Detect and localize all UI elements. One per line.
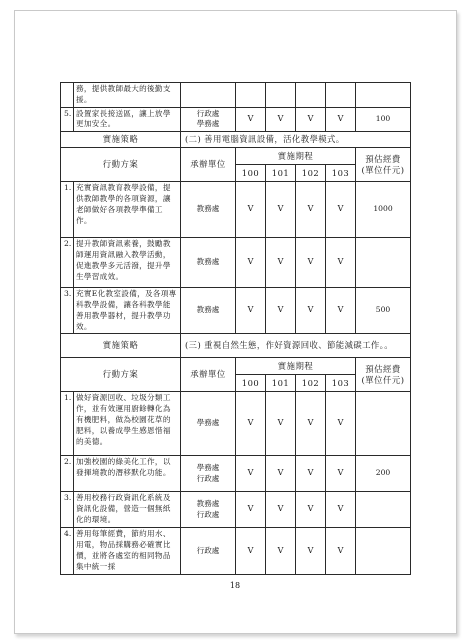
item-number: 3.: [61, 492, 74, 528]
action-text: 加強校園的綠美化工作，以發揮境教的潛移默化功能。: [74, 456, 181, 492]
check-mark-100: V: [236, 528, 266, 574]
item-number: 4.: [61, 528, 74, 574]
year-header: 101: [266, 375, 296, 392]
check-mark-102: [296, 83, 326, 108]
item-number: 5.: [61, 107, 74, 132]
check-mark-101: V: [266, 288, 296, 334]
item-number: 1.: [61, 182, 74, 238]
budget-value: [356, 238, 411, 288]
action-plan-header: 行動方案: [61, 358, 181, 392]
budget-value: [356, 83, 411, 108]
check-mark-100: [236, 83, 266, 108]
budget-value: 200: [356, 456, 411, 492]
action-text: 充實E化教室設備，及各項專科教學設備，讓各科教學能善用教學器材，提升教學功效。: [74, 288, 181, 334]
check-mark-102: V: [296, 528, 326, 574]
check-mark-103: V: [326, 456, 356, 492]
period-header: 實施期程: [236, 148, 356, 165]
action-text: 設置家長接送區，讓上放學更加安全。: [74, 107, 181, 132]
action-text: 充實資訊教育教學設備，提供教師教學的各項資源，讓老師做好各項教學準備工作。: [74, 182, 181, 238]
strategy-label: 實施策略: [61, 132, 181, 148]
check-mark-100: V: [236, 182, 266, 238]
check-mark-103: V: [326, 392, 356, 456]
year-header: 101: [266, 165, 296, 182]
unit-line: 行政處: [196, 509, 220, 519]
budget-value: [356, 492, 411, 528]
unit-header: 承辦單位: [181, 358, 236, 392]
check-mark-101: V: [266, 456, 296, 492]
item-number: [61, 83, 74, 108]
action-text: 做好資源回收、垃圾分類工作，並有效運用廚餘轉化為有機肥料，做為校園花草的肥料，以養成學生感恩惜福的美德。: [74, 392, 181, 456]
action-text: 務，提供教師最大的後勤支援。: [74, 83, 181, 108]
budget-header-line1: 預估經費: [365, 364, 401, 375]
year-header: 100: [236, 165, 266, 182]
check-mark-102: V: [296, 456, 326, 492]
check-mark-100: V: [236, 107, 266, 132]
responsible-unit: [181, 238, 236, 288]
responsible-unit: [181, 107, 236, 132]
check-mark-102: V: [296, 392, 326, 456]
year-header: 102: [296, 375, 326, 392]
unit-line: 行政處: [196, 473, 220, 483]
budget-value: 500: [356, 288, 411, 334]
check-mark-102: V: [296, 288, 326, 334]
budget-header-line1: 預估經費: [365, 153, 401, 164]
unit-line: 學務處: [196, 463, 220, 473]
check-mark-103: V: [326, 288, 356, 334]
table-row: [61, 392, 411, 456]
budget-value: [356, 528, 411, 574]
table-row: [61, 107, 411, 132]
check-mark-103: V: [326, 528, 356, 574]
table-row: [61, 238, 411, 288]
period-header: 實施期程: [236, 358, 356, 375]
check-mark-100: V: [236, 392, 266, 456]
item-number: 2.: [61, 456, 74, 492]
responsible-unit: [181, 492, 236, 528]
table-row: [61, 288, 411, 334]
plan-table: [60, 82, 411, 575]
check-mark-101: V: [266, 107, 296, 132]
unit-line: 教務處: [196, 204, 220, 214]
page-number: 18: [229, 581, 241, 590]
budget-header: [356, 148, 411, 182]
check-mark-103: V: [326, 182, 356, 238]
budget-value: 100: [356, 107, 411, 132]
strategy-row: [61, 334, 411, 358]
check-mark-102: V: [296, 107, 326, 132]
budget-header: [356, 358, 411, 392]
unit-line: 行政處: [196, 108, 220, 118]
check-mark-101: V: [266, 392, 296, 456]
budget-value: 1000: [356, 182, 411, 238]
s0-header-row: [61, 148, 411, 165]
strategy-label: 實施策略: [61, 334, 181, 358]
check-mark-103: [326, 83, 356, 108]
budget-header-line2: (單位仟元): [361, 164, 405, 175]
check-mark-102: V: [296, 492, 326, 528]
year-header: 103: [326, 165, 356, 182]
unit-header: 承辦單位: [181, 148, 236, 182]
unit-line: 教務處: [196, 257, 220, 267]
strategy-row: [61, 132, 411, 148]
item-number: 2.: [61, 238, 74, 288]
strategy-title: (三) 重視自然生態，作好資源回收、節能減碳工作。。: [181, 334, 411, 358]
item-number: 1.: [61, 392, 74, 456]
responsible-unit: [181, 392, 236, 456]
unit-line: 學務處: [196, 418, 220, 428]
year-header: 102: [296, 165, 326, 182]
table-row: [61, 456, 411, 492]
item-number: 3.: [61, 288, 74, 334]
year-header: 100: [236, 375, 266, 392]
strategy-title: (二) 善用電腦資訊設備，活化教學模式。: [181, 132, 411, 148]
check-mark-101: V: [266, 238, 296, 288]
check-mark-101: V: [266, 492, 296, 528]
check-mark-101: V: [266, 528, 296, 574]
responsible-unit: [181, 83, 236, 108]
unit-line: 學務處: [196, 119, 220, 129]
check-mark-101: [266, 83, 296, 108]
unit-line: 教務處: [196, 499, 220, 509]
check-mark-103: V: [326, 238, 356, 288]
check-mark-100: V: [236, 456, 266, 492]
responsible-unit: [181, 456, 236, 492]
check-mark-101: V: [266, 182, 296, 238]
check-mark-100: V: [236, 238, 266, 288]
action-text: 提升教師資訊素養，鼓勵教師運用資訊融入教學活動，促進教學多元活潑，提升學生學習成效。: [74, 238, 181, 288]
budget-header-line2: (單位仟元): [361, 374, 405, 385]
responsible-unit: [181, 528, 236, 574]
table-row: [61, 83, 411, 108]
check-mark-103: V: [326, 492, 356, 528]
responsible-unit: [181, 288, 236, 334]
table-row: [61, 528, 411, 574]
action-plan-header: 行動方案: [61, 148, 181, 182]
action-text: 善用每筆經費，節約用水、用電，物品採購務必確實比價，並將各處室的相同物品集中統一採: [74, 528, 181, 574]
check-mark-100: V: [236, 288, 266, 334]
responsible-unit: [181, 182, 236, 238]
check-mark-102: V: [296, 238, 326, 288]
check-mark-100: V: [236, 492, 266, 528]
table-row: [61, 182, 411, 238]
year-header: 103: [326, 375, 356, 392]
table-row: [61, 492, 411, 528]
check-mark-103: V: [326, 107, 356, 132]
s1-header-row: [61, 358, 411, 375]
unit-line: 教務處: [196, 305, 220, 315]
unit-line: 行政處: [196, 545, 220, 555]
check-mark-102: V: [296, 182, 326, 238]
action-text: 善用校務行政資訊化系統及資訊化設備，營造一個無紙化的環境。: [74, 492, 181, 528]
budget-value: [356, 392, 411, 456]
